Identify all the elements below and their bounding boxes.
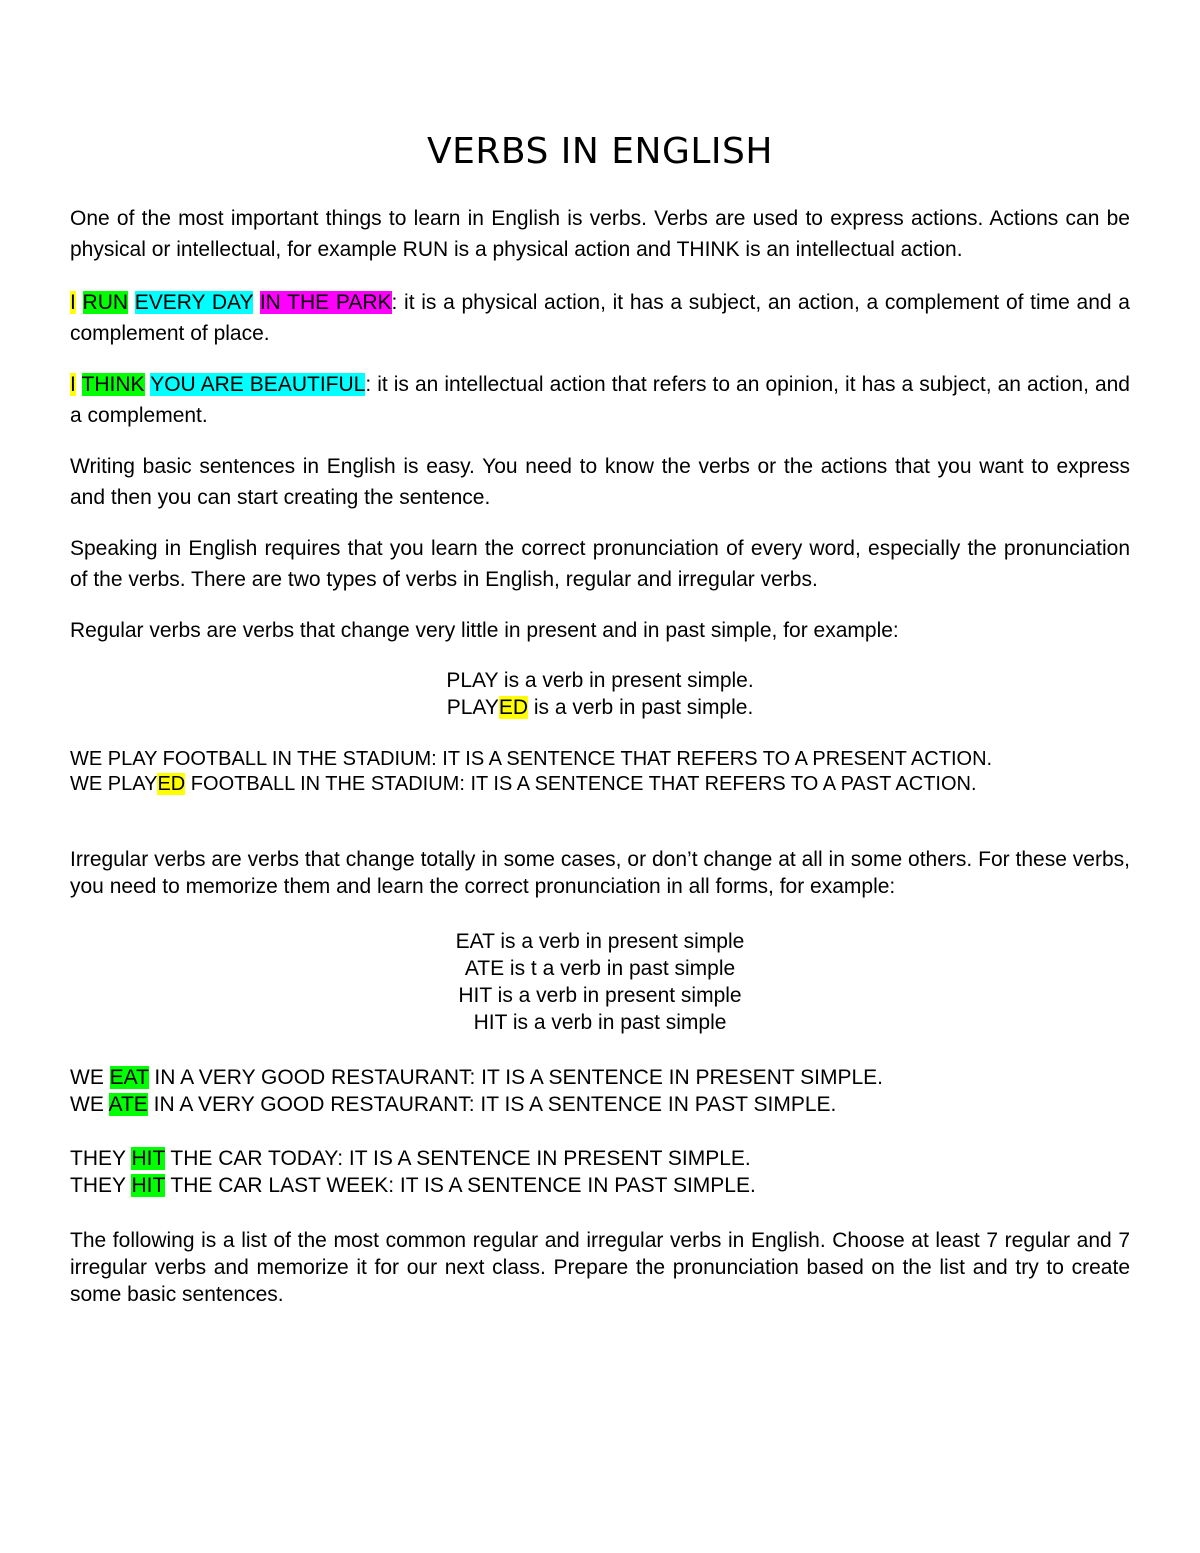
example-think-paragraph [70, 369, 1130, 431]
ending-highlight: ED [157, 773, 186, 795]
eat-sentence-past [70, 1091, 1140, 1118]
irregular-intro-paragraph: Irregular verbs are verbs that change totally in some cases, or don’t change at all in some others. For these verbs, you need to memorize them and learn the correct pronunciation in all forms, for example: [70, 848, 1130, 898]
time-complement-highlight: EVERY DAY [134, 291, 254, 314]
subject-highlight: I [70, 291, 76, 314]
ending-highlight: ED [498, 696, 529, 719]
intro-paragraph: One of the most important things to learn in English is verbs. Verbs are used to express actions. Actions can be physical or intellectual, for example RUN is a physical action and THINK is an intellectual action. [70, 207, 1130, 261]
irregular-example: ATE is t a verb in past simple [464, 957, 736, 980]
complement-highlight: YOU ARE BEAUTIFUL [150, 373, 366, 396]
verb-highlight: ATE [108, 1093, 148, 1116]
verb-highlight: HIT [131, 1147, 165, 1170]
verb-highlight: EAT [109, 1066, 149, 1089]
verb-highlight: THINK [81, 373, 145, 396]
irregular-example: HIT is a verb in present simple [458, 984, 742, 1007]
sentence-rest: IN A VERY GOOD RESTAURANT: IT IS A SENTENCE IN PRESENT SIMPLE. [148, 1066, 884, 1089]
sentence-subject: THEY [70, 1174, 132, 1197]
regular-sentence-past-rest: FOOTBALL IN THE STADIUM: IT IS A SENTENCE THAT REFERS TO A PAST ACTION. [185, 773, 977, 795]
example-think-explanation: : it is an intellectual action that refers to an opinion, it has a subject, an action, and a complement. [70, 373, 1130, 427]
hit-sentence-present [70, 1145, 1140, 1172]
example-run-explanation: : it is a physical action, it has a subject, an action, a complement of time and a complement of place. [70, 291, 1130, 345]
speaking-paragraph: Speaking in English requires that you learn the correct pronunciation of every word, especially the pronunciation of the verbs. There are two types of verbs in English, regular and irregular verbs. [70, 537, 1130, 591]
sentence-subject: WE [70, 1093, 109, 1116]
closing-paragraph: The following is a list of the most common regular and irregular verbs in English. Choose at least 7 regular and 7 irregular verbs and memorize it for our next class. Prepare the pronunciation based on the list and try to create some basic sentences. [70, 1229, 1130, 1306]
sentence-subject: WE [70, 1066, 110, 1089]
sentence-rest: THE CAR TODAY: IT IS A SENTENCE IN PRESENT SIMPLE. [164, 1147, 751, 1170]
sentence-rest: IN A VERY GOOD RESTAURANT: IT IS A SENTENCE IN PAST SIMPLE. [147, 1093, 837, 1116]
regular-intro-paragraph: Regular verbs are verbs that change very little in present and in past simple, for example: [70, 619, 899, 642]
verb-highlight: RUN [82, 291, 129, 314]
eat-sentence-present [70, 1064, 1140, 1091]
page-title: VERBS IN ENGLISH [427, 131, 773, 172]
hit-sentence-past [70, 1172, 1140, 1199]
sentence-subject: THEY [70, 1147, 132, 1170]
regular-sentence-past [70, 771, 1140, 798]
regular-example-past-rest: is a verb in past simple. [528, 696, 754, 719]
regular-sentence-present: WE PLAY FOOTBALL IN THE STADIUM: IT IS A SENTENCE THAT REFERS TO A PRESENT ACTION. [70, 748, 993, 770]
place-complement-highlight: IN THE PARK [259, 291, 392, 314]
example-run-paragraph [70, 287, 1130, 349]
irregular-example: HIT is a verb in past simple [473, 1011, 727, 1034]
regular-example-present: PLAY is a verb in present simple. [446, 669, 754, 692]
subject-highlight: I [70, 373, 76, 396]
writing-paragraph: Writing basic sentences in English is easy. You need to know the verbs or the actions that you want to express and then you can start creating the sentence. [70, 455, 1130, 509]
regular-sentence-past-stem: WE PLAY [70, 773, 158, 795]
regular-example-past [0, 694, 1200, 721]
verb-highlight: HIT [131, 1174, 165, 1197]
regular-example-past-stem: PLAY [446, 696, 499, 719]
sentence-rest: THE CAR LAST WEEK: IT IS A SENTENCE IN PAST SIMPLE. [164, 1174, 756, 1197]
irregular-example: EAT is a verb in present simple [455, 930, 745, 953]
